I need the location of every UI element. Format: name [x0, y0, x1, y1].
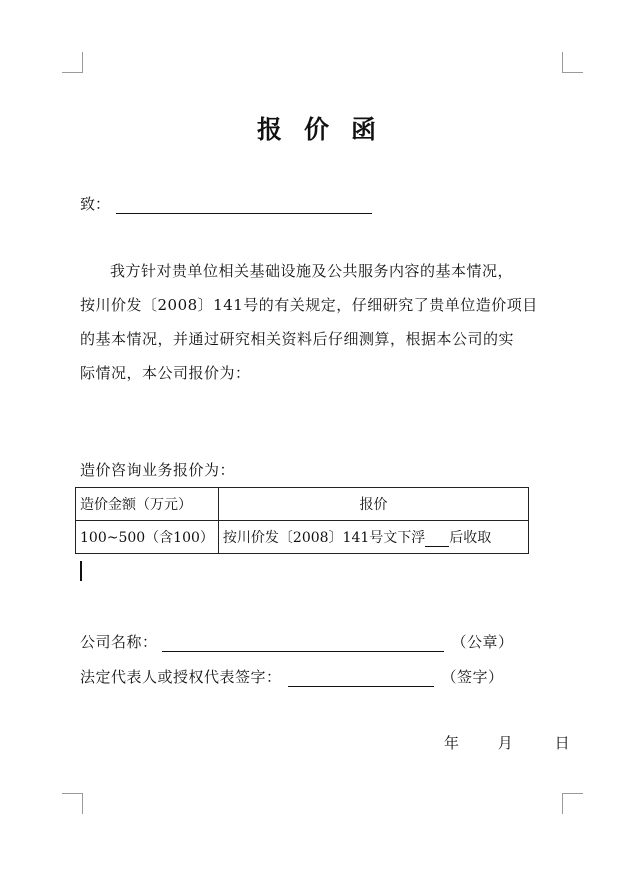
date-month: 月 — [497, 734, 513, 752]
cell-amount: 100~500（含100） — [76, 521, 219, 554]
company-line — [80, 631, 514, 652]
quote-table — [75, 487, 529, 554]
document-title: 报价函 — [256, 115, 398, 144]
signature-note: （签字） — [441, 668, 504, 686]
signature-blank[interactable] — [288, 668, 434, 687]
table-label: 造价咨询业务报价为： — [80, 461, 236, 479]
body-line: 的基本情况，并通过研究相关资料后仔细测算，根据本公司的实 — [80, 330, 515, 348]
company-seal-note: （公章） — [451, 633, 514, 651]
discount-blank[interactable] — [425, 532, 449, 547]
salutation-label: 致： — [80, 195, 111, 213]
date-day: 日 — [554, 734, 570, 752]
header-price: 报价 — [218, 488, 528, 521]
crop-mark-top-left — [62, 52, 83, 73]
cell-price — [218, 521, 528, 554]
table-header-row — [76, 488, 529, 521]
company-blank[interactable] — [162, 633, 444, 652]
price-text-before: 按川价发〔2008〕141号文下浮 — [222, 530, 426, 546]
representative-line — [80, 666, 504, 687]
date-line — [444, 732, 570, 753]
salutation-line — [80, 193, 372, 214]
body-line: 我方针对贵单位相关基础设施及公共服务内容的基本情况， — [110, 262, 514, 280]
recipient-blank[interactable] — [116, 195, 372, 214]
representative-label: 法定代表人或授权代表签字： — [80, 668, 282, 686]
crop-mark-bottom-right — [562, 793, 583, 814]
body-line: 按川价发〔2008〕141号的有关规定，仔细研究了贵单位造价项目 — [80, 296, 538, 314]
text-cursor — [80, 561, 82, 581]
header-amount: 造价金额（万元） — [76, 488, 219, 521]
company-label: 公司名称： — [80, 633, 158, 651]
crop-mark-top-right — [562, 52, 583, 73]
price-text-after: 后收取 — [449, 530, 492, 546]
date-year: 年 — [444, 734, 460, 752]
crop-mark-bottom-left — [62, 793, 83, 814]
body-line: 际情况，本公司报价为： — [80, 364, 251, 382]
table-row — [76, 521, 529, 554]
body-paragraph — [80, 254, 568, 390]
